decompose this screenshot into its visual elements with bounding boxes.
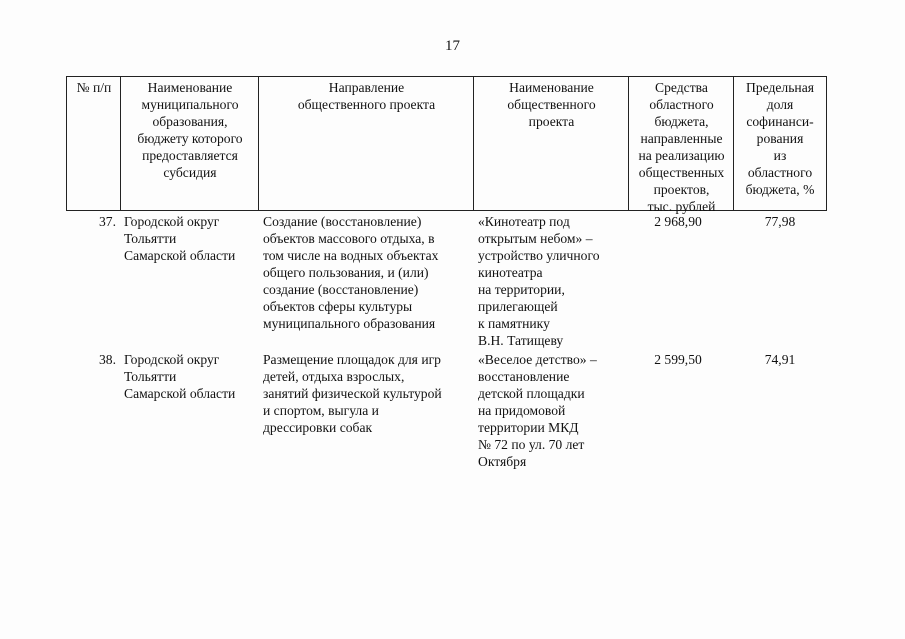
header-municipality: Наименование муниципального образования, бюджету которого предоставляется субсидия — [120, 76, 259, 211]
row-funds: 2 968,90 — [654, 214, 702, 229]
page-number: 17 — [445, 38, 460, 54]
header-number: № п/п — [66, 76, 121, 211]
row-number: 37. — [99, 214, 116, 229]
row-number: 38. — [99, 352, 116, 367]
row-direction: Размещение площадок для игр детей, отдыха взрослых, занятий физической культурой и спортом, выгула и дрессировки собак — [263, 352, 442, 435]
header-share: Предельная доля софинанси- рования из областного бюджета, % — [733, 76, 827, 211]
row-municipality: Городской округ Тольятти Самарской области — [124, 214, 236, 263]
header-funds: Средства областного бюджета, направленные на реализацию общественных проектов, тыс. рублей — [628, 76, 734, 211]
row-project: «Веселое детство» – восстановление детской площадки на придомовой территории МКД № 72 по ул. 70 лет Октября — [478, 352, 597, 469]
row-municipality: Городской округ Тольятти Самарской области — [124, 352, 236, 401]
row-share: 77,98 — [764, 214, 796, 229]
row-project: «Кинотеатр под открытым небом» – устройство уличного кинотеатра на территории, прилегающей к памятнику В.Н. Татищеву — [478, 214, 600, 348]
row-direction: Создание (восстановление) объектов массового отдыха, в том числе на водных объектах общего пользования, и (или) создание (восстановление) объектов сферы культуры муниципального образования — [263, 214, 439, 331]
row-share: 74,91 — [764, 352, 796, 367]
row-funds: 2 599,50 — [654, 352, 702, 367]
header-project: Наименование общественного проекта — [473, 76, 629, 211]
header-direction: Направление общественного проекта — [258, 76, 474, 211]
